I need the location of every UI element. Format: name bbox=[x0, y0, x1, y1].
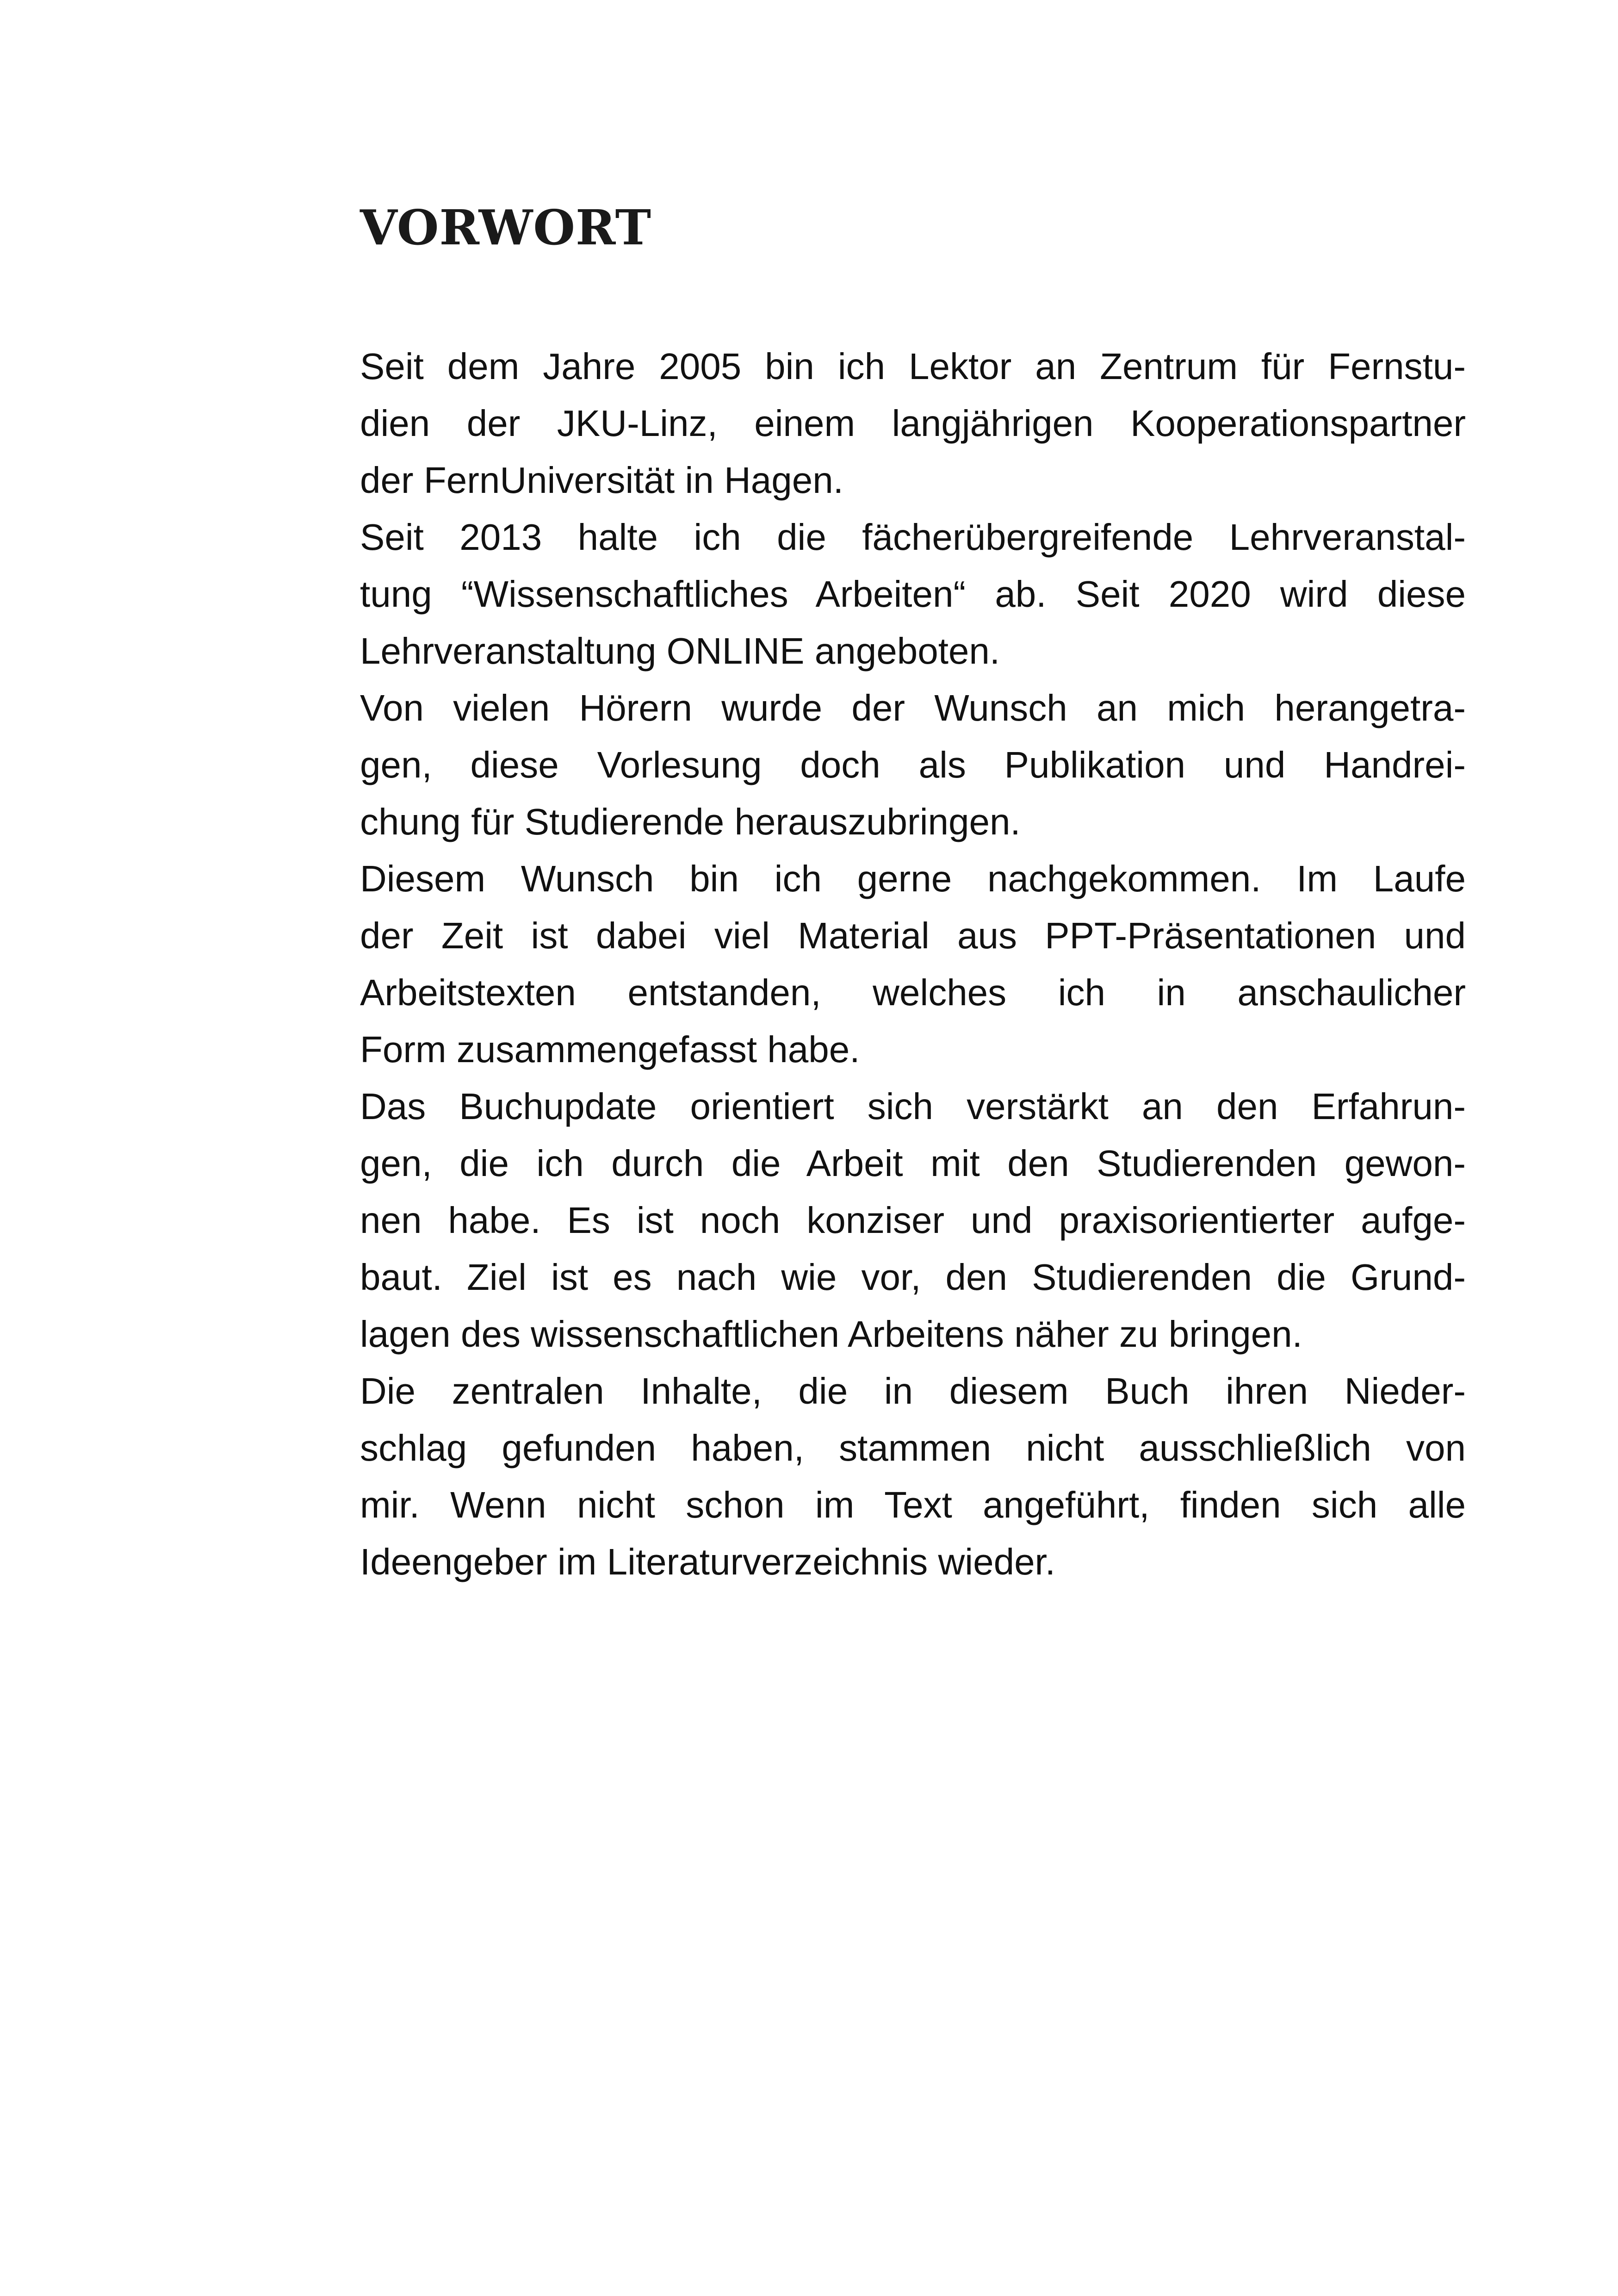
paragraph-5 bbox=[360, 1078, 1466, 1363]
text-line: dien der JKU-Linz, einem langjährigen Kooperationspartner bbox=[360, 403, 1466, 444]
text-line: gen, diese Vorlesung doch als Publikation und Handrei- bbox=[360, 744, 1466, 785]
text-line: baut. Ziel ist es nach wie vor, den Studierenden die Grund- bbox=[360, 1257, 1466, 1298]
text-line: Ideengeber im Literaturverzeichnis wieder. bbox=[360, 1541, 1056, 1582]
paragraph-6 bbox=[360, 1363, 1466, 1590]
text-line: nen habe. Es ist noch konziser und praxisorientierter aufge- bbox=[360, 1200, 1466, 1241]
text-line: Arbeitstexten entstanden, welches ich in anschaulicher bbox=[360, 972, 1466, 1013]
text-line: der Zeit ist dabei viel Material aus PPT-Präsentationen und bbox=[360, 915, 1466, 956]
page-title: VORWORT bbox=[360, 199, 651, 256]
text-line: Seit 2013 halte ich die fächerübergreifende Lehrveranstal- bbox=[360, 516, 1466, 558]
text-line: chung für Studierende herauszubringen. bbox=[360, 801, 1021, 842]
text-line: Lehrveranstaltung ONLINE angeboten. bbox=[360, 630, 1000, 672]
text-line: gen, die ich durch die Arbeit mit den Studierenden gewon- bbox=[360, 1143, 1466, 1184]
paragraph-2 bbox=[360, 509, 1466, 679]
text-line: Form zusammengefasst habe. bbox=[360, 1029, 860, 1070]
text-line: Das Buchupdate orientiert sich verstärkt an den Erfahrun- bbox=[360, 1086, 1466, 1127]
text-line: Die zentralen Inhalte, die in diesem Buch ihren Nieder- bbox=[360, 1370, 1466, 1412]
paragraph-3 bbox=[360, 679, 1466, 850]
paragraph-1 bbox=[360, 338, 1466, 509]
text-line: schlag gefunden haben, stammen nicht ausschließlich von bbox=[360, 1427, 1466, 1468]
text-line: Diesem Wunsch bin ich gerne nachgekommen. Im Laufe bbox=[360, 858, 1466, 899]
preface-body bbox=[360, 338, 1466, 1590]
text-line: Von vielen Hörern wurde der Wunsch an mich herangetra- bbox=[360, 687, 1466, 728]
text-line: lagen des wissenschaftlichen Arbeitens näher zu bringen. bbox=[360, 1313, 1302, 1355]
text-line: der FernUniversität in Hagen. bbox=[360, 460, 843, 501]
paragraph-4 bbox=[360, 850, 1466, 1078]
text-line: mir. Wenn nicht schon im Text angeführt, finden sich alle bbox=[360, 1484, 1466, 1525]
text-line: tung “Wissenschaftliches Arbeiten“ ab. Seit 2020 wird diese bbox=[360, 573, 1466, 615]
text-line: Seit dem Jahre 2005 bin ich Lektor an Zentrum für Fernstu- bbox=[360, 346, 1466, 387]
